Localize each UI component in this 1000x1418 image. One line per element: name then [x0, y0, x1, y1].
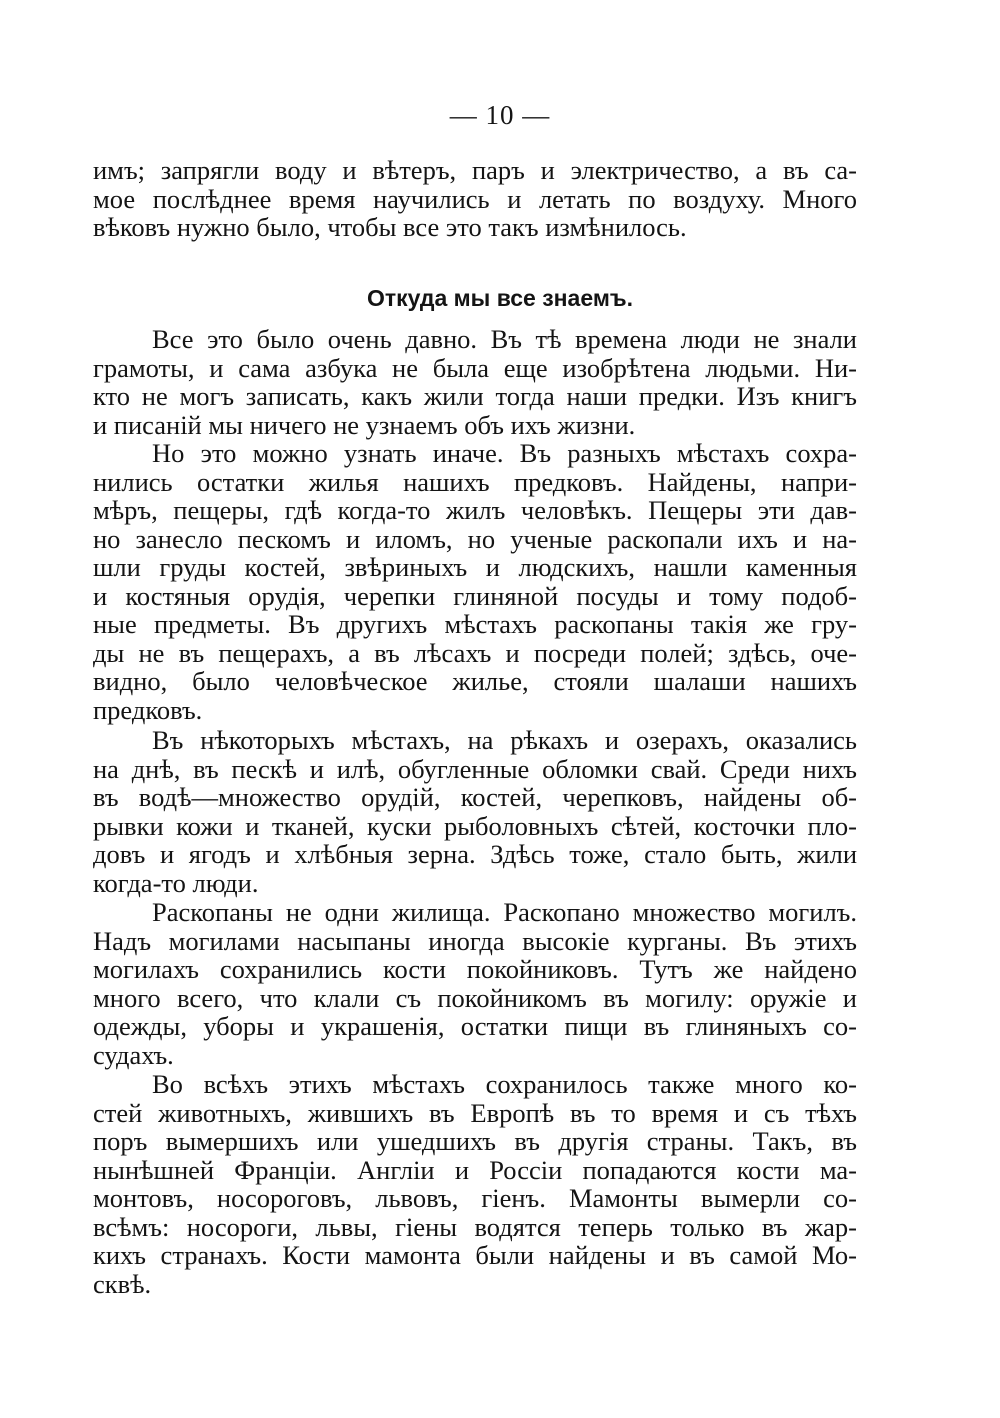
- text-line: Надъ могилами насыпаны иногда высокіе курганы. Въ этихъ: [93, 925, 857, 956]
- text-line: нынѣшней Франціи. Англіи и Россіи попадаются кости ма-: [93, 1154, 857, 1185]
- text-line: судахъ.: [93, 1039, 174, 1070]
- text-line: много всего, что клали съ покойникомъ въ могилу: оружіе и: [93, 982, 857, 1013]
- text-line: и костяныя орудія, черепки глиняной посуды и тому подоб-: [93, 580, 857, 611]
- text-line: стей животныхъ, жившихъ въ Европѣ въ то время и съ тѣхъ: [93, 1097, 857, 1128]
- text-line: шли груды костей, звѣриныхъ и людскихъ, нашли каменныя: [93, 552, 857, 582]
- text-line: и писаній мы ничего не узнаемъ объ ихъ жизни.: [93, 409, 636, 440]
- text-line: Все это было очень давно. Въ тѣ времена люди не знали: [152, 324, 857, 354]
- text-line: поръ вымершихъ или ушедшихъ въ другія страны. Такъ, въ: [93, 1126, 857, 1156]
- paragraph-4: [93, 898, 857, 1069]
- text-line: довъ и ягодъ и хлѣбныя зерна. Здѣсь тоже, стало быть, жили: [93, 839, 857, 869]
- text-line: Въ нѣкоторыхъ мѣстахъ, на рѣкахъ и озерахъ, оказались: [152, 725, 857, 755]
- paragraph-2: [93, 439, 857, 724]
- text-line: грамоты, и сама азбука не была еще изобрѣтена людьми. Ни-: [93, 352, 857, 383]
- text-line: но занесло пескомъ и иломъ, но ученые раскопали ихъ и на-: [93, 523, 857, 554]
- text-line: кихъ странахъ. Кости мамонта были найдены и въ самой Мо-: [93, 1240, 857, 1270]
- text-line: ные предметы. Въ другихъ мѣстахъ раскопаны такія же гру-: [93, 609, 857, 639]
- text-line: нились остатки жилья нашихъ предковъ. Найдены, напри-: [93, 466, 857, 497]
- text-line: монтовъ, носороговъ, львовъ, гіенъ. Мамонты вымерли со-: [93, 1183, 857, 1213]
- paragraph-3: [93, 726, 857, 897]
- page-number: — 10 —: [449, 100, 551, 130]
- text-line: имъ; запрягли воду и вѣтеръ, паръ и электричество, а въ са-: [93, 155, 857, 185]
- text-line: ды не въ пещерахъ, а въ лѣсахъ и посреди полей; здѣсь, оче-: [93, 637, 857, 668]
- text-line: Но это можно узнать иначе. Въ разныхъ мѣстахъ сохра-: [152, 438, 857, 468]
- text-line: сквѣ.: [93, 1268, 152, 1299]
- text-line: Во всѣхъ этихъ мѣстахъ сохранилось также много ко-: [152, 1069, 857, 1099]
- text-line: рывки кожи и тканей, куски рыболовныхъ сѣтей, косточки пло-: [93, 810, 857, 841]
- text-line: могилахъ сохранились кости покойниковъ. Тутъ же найдено: [93, 954, 857, 984]
- text-line: предковъ.: [93, 694, 203, 725]
- text-line: Раскопаны не одни жилища. Раскопано множество могилъ.: [152, 897, 857, 927]
- text-line: мое послѣднее время научились и летать по воздуху. Много: [93, 183, 857, 214]
- text-line: вѣковъ нужно было, чтобы все это такъ измѣнилось.: [93, 212, 687, 242]
- text-line: видно, было человѣческое жилье, стояли шалаши нашихъ: [93, 666, 857, 696]
- text-line: въ водѣ—множество орудій, костей, черепковъ, найдены об-: [93, 782, 857, 812]
- section-title: Откуда мы все знаемъ.: [366, 285, 634, 311]
- text-line: когда-то люди.: [93, 867, 259, 898]
- paragraph-1: [93, 325, 857, 439]
- paragraph-5: [93, 1070, 857, 1298]
- text-line: кто не могъ записать, какъ жили тогда наши предки. Изъ книгъ: [93, 381, 857, 411]
- text-line: на днѣ, въ пескѣ и илѣ, обугленные обломки свай. Среди нихъ: [93, 753, 857, 784]
- intro-text: [93, 156, 857, 242]
- text-line: мѣръ, пещеры, гдѣ когда-то жилъ человѣкъ. Пещеры эти дав-: [93, 495, 857, 525]
- text-line: одежды, уборы и украшенія, остатки пищи въ глиняныхъ со-: [93, 1011, 857, 1041]
- text-line: всѣмъ: носороги, львы, гіены водятся теперь только въ жар-: [93, 1211, 857, 1242]
